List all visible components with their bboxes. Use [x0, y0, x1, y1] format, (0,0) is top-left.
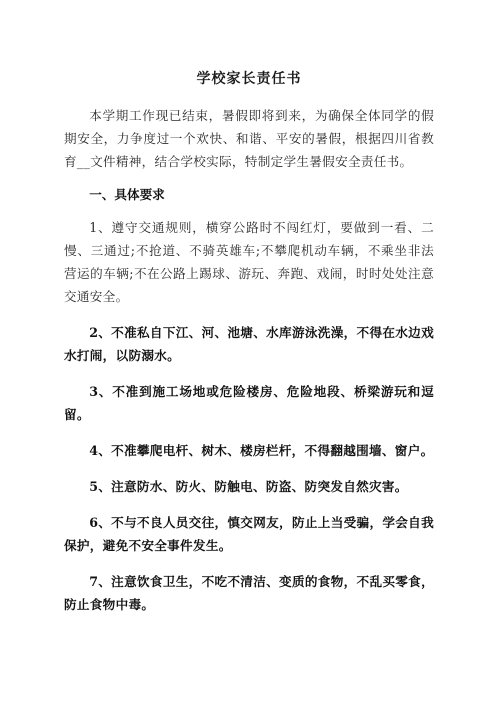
spacer [64, 173, 434, 183]
spacer [64, 206, 434, 216]
spacer [64, 367, 434, 380]
requirement-item-2: 2、不准私自下江、河、池塘、水库游泳洗澡，不得在水边戏水打闹，以防溺水。 [64, 325, 434, 363]
intro-paragraph: 本学期工作现已结束，暑假即将到来，为确保全体同学的假期安全，力争度过一个欢快、和谐、平安的暑假，根据四川省教育__文件精神，结合学校实际，特制定学生暑假安全责任书。 [64, 108, 434, 169]
requirement-item-7: 7、注意饮食卫生，不吃不清洁、变质的食物，不乱买零食，防止食物中毒。 [64, 574, 434, 612]
spacer [64, 462, 434, 475]
spacer [64, 308, 434, 321]
section-heading: 一、具体要求 [89, 187, 165, 202]
requirement-item-4: 4、不准攀爬电杆、树木、楼房栏杆，不得翻越围墙、窗户。 [89, 443, 434, 458]
spacer [64, 426, 434, 439]
requirement-item-1: 1、遵守交通规则，横穿公路时不闯红灯，要做到一看、二慢、三通过;不抢道、不骑英雄车;不攀爬机动车辆，不乘坐非法营运的车辆;不在公路上踢球、游玩、奔跑、戏闹，时时处处注意交通安全。 [64, 220, 434, 304]
spacer [64, 557, 434, 570]
spacer [64, 498, 434, 511]
requirement-item-6: 6、不与不良人员交往，慎交网友，防止上当受骗，学会自我保护，避免不安全事件发生。 [64, 515, 434, 553]
document-title: 学校家长责任书 [196, 71, 302, 87]
requirement-item-5: 5、注意防水、防火、防触电、防盗、防突发自然灾害。 [89, 479, 408, 494]
requirement-item-3: 3、不准到施工场地或危险楼房、危险地段、桥梁游玩和逗留。 [64, 384, 434, 422]
